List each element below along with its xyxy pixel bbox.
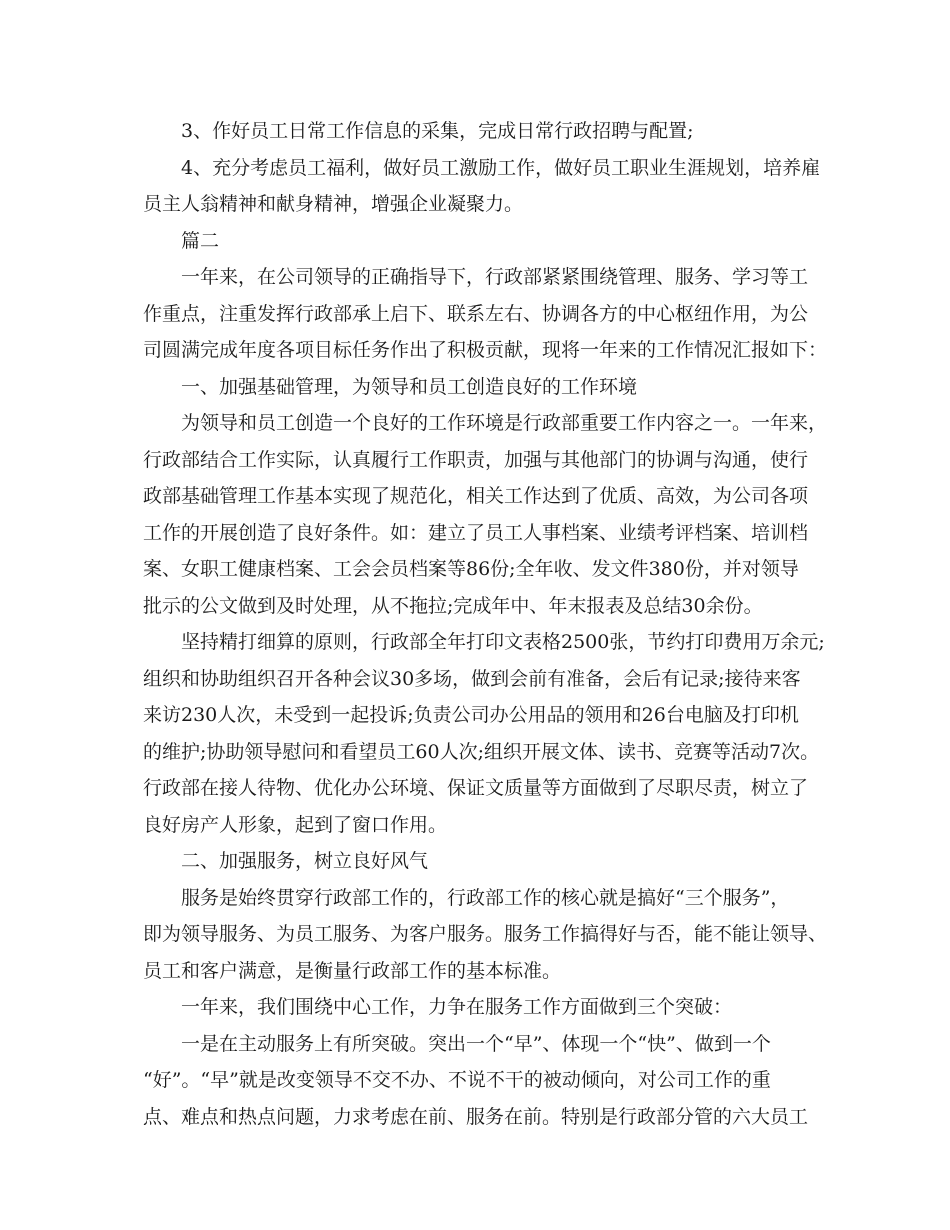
document-body [143,113,828,1135]
text-line: 为领导和员工创造一个良好的工作环境是行政部重要工作内容之一。一年来， [181,412,828,434]
text-line: 案、女职工健康档案、工会会员档案等86份;全年收、发文件380份，并对领导 [143,558,799,580]
text-line: “好”。“早”就是改变领导不交不办、不说不干的被动倾向，对公司工作的重 [143,1069,771,1091]
text-line: 工作的开展创造了良好条件。如：建立了员工人事档案、业绩考评档案、培训档 [143,521,809,544]
text-line: 来访230人次，未受到一起投诉;负责公司办公用品的领用和26台电脑及打印机 [143,704,799,726]
text-line: 员工和客户满意，是衡量行政部工作的基本标准。 [143,959,562,982]
text-line: 4、充分考虑员工福利，做好员工激励工作，做好员工职业生涯规划，培养雇 [181,156,821,179]
text-line: 行政部结合工作实际，认真履行工作职责，加强与其他部门的协调与沟通，使行 [143,448,809,471]
text-line: 一、加强基础管理，为领导和员工创造良好的工作环境 [181,375,638,398]
text-line: 一年来，在公司领导的正确指导下，行政部紧紧围绕管理、服务、学习等工 [181,266,809,288]
text-line: 一是在主动服务上有所突破。突出一个“早”、体现一个“快”、做到一个 [181,1032,771,1055]
text-line: 即为领导服务、为员工服务、为客户服务。服务工作搞得好与否，能不能让领导、 [143,923,828,945]
text-line: 组织和协助组织召开各种会议30多场，做到会前有准备，会后有记录;接待来客 [143,667,801,690]
text-line: 点、难点和热点问题，力求考虑在前、服务在前。特别是行政部分管的六大员工 [143,1105,809,1128]
text-line: 的维护;协助领导慰问和看望员工60人次;组织开展文体、读书、竞赛等活动7次。 [143,740,820,763]
text-line: 政部基础管理工作基本实现了规范化，相关工作达到了优质、高效，为公司各项 [143,485,809,507]
text-line: 一年来，我们围绕中心工作，力争在服务工作方面做到三个突破： [181,996,733,1018]
text-line: 员主人翁精神和献身精神，增强企业凝聚力。 [143,193,524,215]
text-line: 二、加强服务，树立良好风气 [181,850,429,872]
text-line: 批示的公文做到及时处理，从不拖拉;完成年中、年末报表及总结30余份。 [143,594,763,617]
text-line: 坚持精打细算的原则，行政部全年打印文表格2500张，节约打印费用万余元; [181,631,825,653]
text-line: 3、作好员工日常工作信息的采集，完成日常行政招聘与配置; [181,120,694,142]
text-line: 篇二 [181,229,220,252]
text-line: 良好房产人形象，起到了窗口作用。 [143,813,448,836]
text-line: 行政部在接人待物、优化办公环境、保证文质量等方面做到了尽职尽责，树立了 [143,777,809,799]
text-line: 服务是始终贯穿行政部工作的，行政部工作的核心就是搞好“三个服务”， [181,886,790,909]
text-line: 作重点，注重发挥行政部承上启下、联系左右、协调各方的中心枢纽作用，为公 [143,302,809,325]
text-line: 司圆满完成年度各项目标任务作出了积极贡献，现将一年来的工作情况汇报如下： [143,339,828,361]
